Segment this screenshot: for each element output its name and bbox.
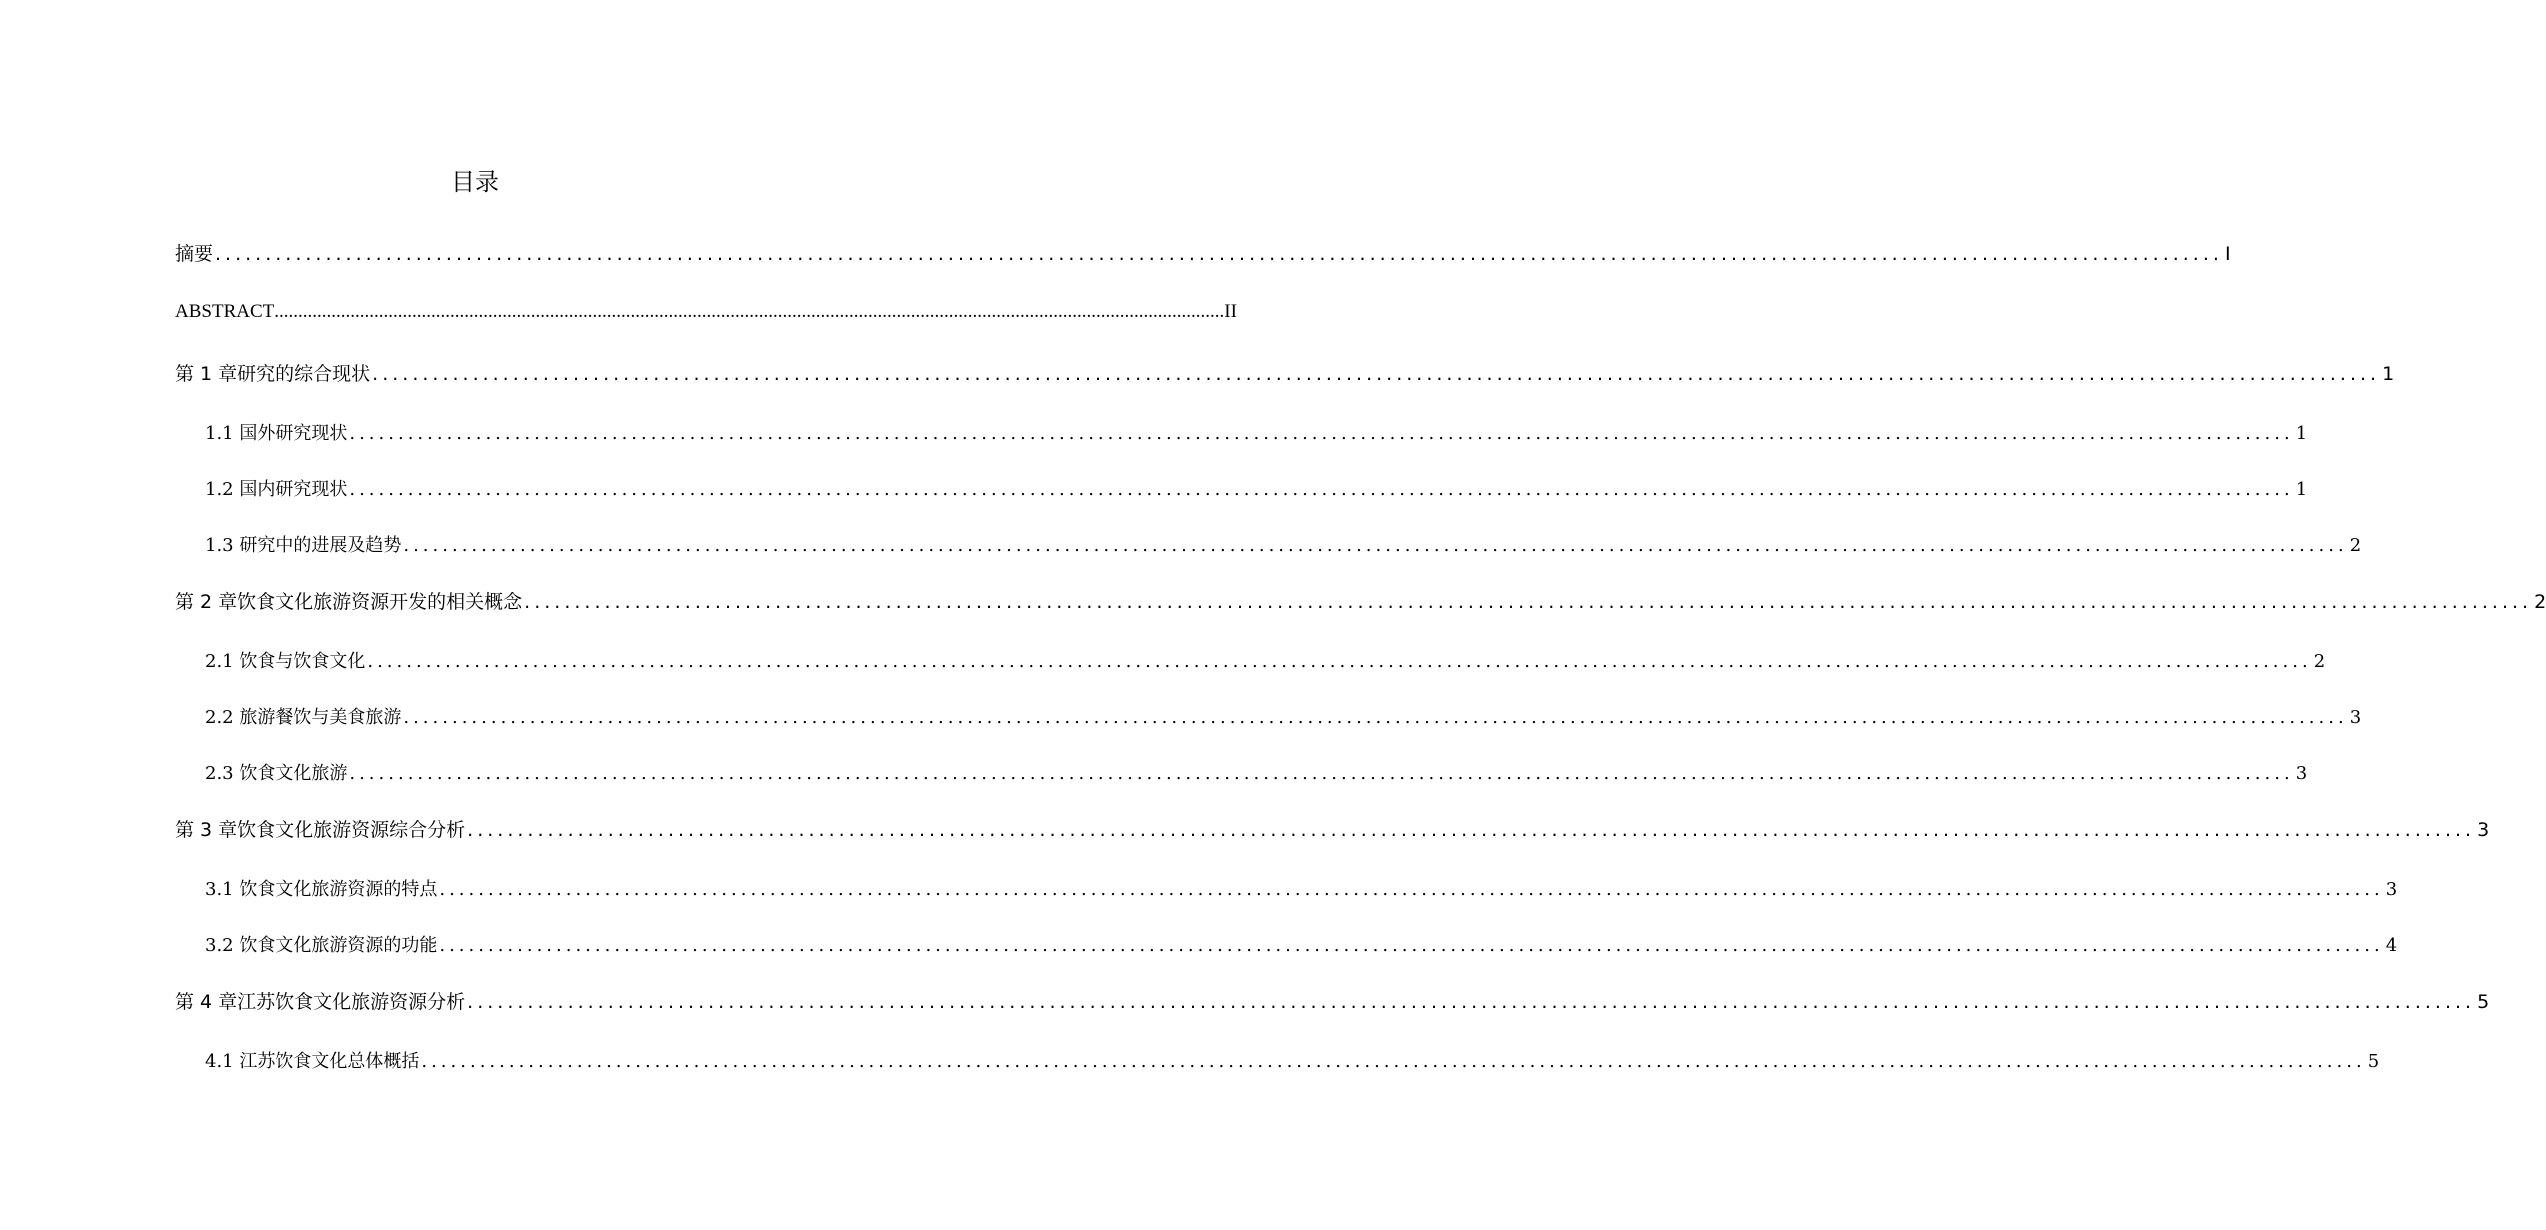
toc-page-number: 5 xyxy=(2477,991,2490,1013)
toc-entry-text: 摘要 xyxy=(175,243,214,265)
toc-dot-leader: ........................................................................................................................................................................................................ xyxy=(439,935,2384,956)
toc-section-entry[interactable] xyxy=(205,420,2308,448)
toc-page-number: 3 xyxy=(2385,879,2398,900)
toc-section-entry[interactable] xyxy=(205,648,2326,676)
toc-dot-leader: ........................................................................................................................................................................................................ xyxy=(372,363,2381,385)
toc-dot-leader: ........................................................................................................................................................................................................ xyxy=(421,1051,2366,1072)
toc-chapter-entry[interactable] xyxy=(175,588,2546,616)
toc-dot-leader: ........................................................................................................................................................................................................ xyxy=(349,423,2294,444)
toc-section-entry[interactable] xyxy=(205,876,2398,904)
toc-section-entry[interactable] xyxy=(205,1048,2380,1076)
toc-dot-leader: ........................................................................................................................................................................................................ xyxy=(403,535,2348,556)
toc-dot-leader: ........................................................................................................................................................................................................ xyxy=(349,479,2294,500)
toc-entry-text: 2.2 旅游餐饮与美食旅游 xyxy=(205,707,402,728)
toc-page-number: 1 xyxy=(2382,363,2395,385)
toc-dot-leader: ........................................................................................................................................................................................................ xyxy=(524,591,2533,613)
toc-dot-leader: ........................................................................................................................................................................................................ xyxy=(467,819,2476,841)
toc-page-number: 2 xyxy=(2313,651,2326,672)
toc-section-entry[interactable] xyxy=(205,532,2362,560)
toc-entry-text: 1.2 国内研究现状 xyxy=(205,479,348,500)
toc-entry-text: 1.1 国外研究现状 xyxy=(205,423,348,444)
toc-page-number: 2 xyxy=(2534,591,2546,613)
toc-page-number: I xyxy=(2224,243,2231,265)
toc-page-number: 3 xyxy=(2349,707,2362,728)
toc-entry-text: 4.1 江苏饮食文化总体概括 xyxy=(205,1051,420,1072)
toc-entry-text: 第 4 章江苏饮食文化旅游资源分析 xyxy=(175,991,466,1013)
toc-page-number: 5 xyxy=(2367,1051,2380,1072)
toc-dot-leader: ........................................................................................................................................................................................................ xyxy=(215,243,2223,265)
toc-entry-text: 3.2 饮食文化旅游资源的功能 xyxy=(205,935,438,956)
toc-section-entry[interactable] xyxy=(205,760,2308,788)
toc-chapter-entry[interactable] xyxy=(175,816,2490,844)
toc-entry-text: 第 3 章饮食文化旅游资源综合分析 xyxy=(175,819,466,841)
toc-section-entry[interactable] xyxy=(205,704,2362,732)
toc-title: 目录 xyxy=(451,168,499,196)
toc-section-entry[interactable] xyxy=(205,932,2398,960)
toc-entry-text: 第 2 章饮食文化旅游资源开发的相关概念 xyxy=(175,591,523,613)
toc-dot-leader: ........................................................................................................................................................................................................ xyxy=(349,763,2294,784)
toc-page-number: 3 xyxy=(2295,763,2308,784)
toc-page-number: 1 xyxy=(2295,479,2308,500)
toc-dot-leader: ........................................................................................................................................................................................................ xyxy=(274,301,1225,322)
toc-chapter-entry[interactable] xyxy=(175,360,2395,388)
toc-dot-leader: ........................................................................................................................................................................................................ xyxy=(367,651,2312,672)
toc-chapter-entry[interactable] xyxy=(175,240,2231,268)
toc-dot-leader: ........................................................................................................................................................................................................ xyxy=(467,991,2476,1013)
toc-entry-text: 3.1 饮食文化旅游资源的特点 xyxy=(205,879,438,900)
toc-dot-leader: ........................................................................................................................................................................................................ xyxy=(439,879,2384,900)
toc-page-number: 2 xyxy=(2349,535,2362,556)
toc-entry-text: ABSTRACT xyxy=(175,301,275,322)
toc-page-number: 1 xyxy=(2295,423,2308,444)
toc-chapter-entry[interactable] xyxy=(175,298,1237,326)
toc-chapter-entry[interactable] xyxy=(175,988,2490,1016)
toc-entry-text: 第 1 章研究的综合现状 xyxy=(175,363,371,385)
toc-page-number: 3 xyxy=(2477,819,2490,841)
toc-section-entry[interactable] xyxy=(205,476,2308,504)
toc-entry-text: 2.3 饮食文化旅游 xyxy=(205,763,348,784)
toc-entry-text: 1.3 研究中的进展及趋势 xyxy=(205,535,402,556)
toc-entry-text: 2.1 饮食与饮食文化 xyxy=(205,651,366,672)
toc-page-number: II xyxy=(1224,301,1237,322)
toc-dot-leader: ........................................................................................................................................................................................................ xyxy=(403,707,2348,728)
toc-page-number: 4 xyxy=(2385,935,2398,956)
